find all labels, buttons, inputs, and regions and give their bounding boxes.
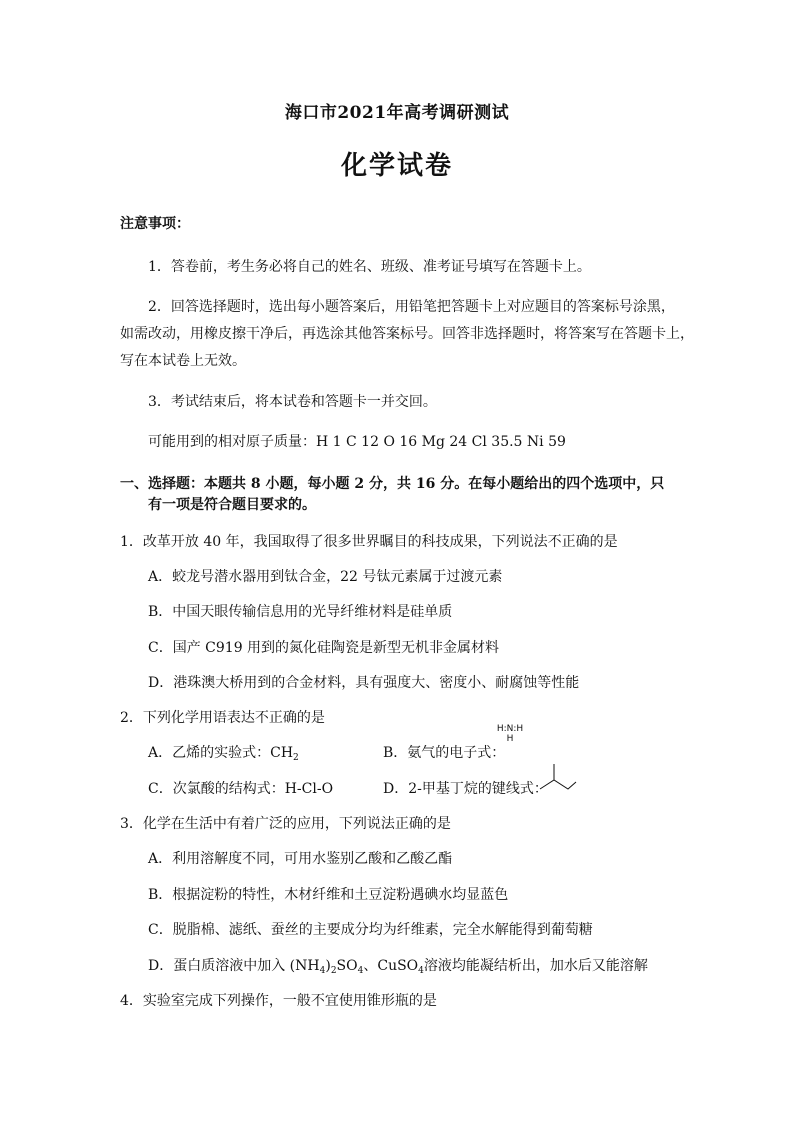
atomic-masses: 可能用到的相对原子质量：H 1 C 12 O 16 Mg 24 Cl 35.5 Ni 59: [148, 434, 566, 450]
note-item-1: 1．答卷前，考生务必将自己的姓名、班级、准考证号填写在答题卡上。: [148, 259, 591, 275]
option-d-sub-3: 4: [357, 966, 364, 976]
question-1-option-d: D．港珠澳大桥用到的合金材料，具有强度大、密度小、耐腐蚀等性能: [148, 675, 580, 691]
question-3-option-b: B．根据淀粉的特性，木材纤维和土豆淀粉遇碘水均显蓝色: [148, 887, 509, 903]
ammonia-lewis-structure: [490, 724, 530, 744]
section-heading-line-1: 一、选择题：本题共 8 小题，每小题 2 分，共 16 分。在每小题给出的四个选项中，只: [120, 476, 665, 492]
question-2-option-d: D．2-甲基丁烷的键线式：: [383, 781, 548, 797]
notes-heading: 注意事项：: [120, 216, 190, 232]
option-a-subscript: 2: [293, 753, 299, 763]
exam-title: 海口市2021年高考调研测试: [284, 103, 510, 123]
question-2-option-b: B．氨气的电子式：: [383, 745, 506, 761]
lewis-row-top: H:N:H: [496, 724, 524, 734]
question-2-stem: 2．下列化学用语表达不正确的是: [120, 710, 325, 726]
note-item-2-line-2: 如需改动，用橡皮擦干净后，再选涂其他答案标号。回答非选择题时，将答案写在答题卡上，: [120, 326, 694, 342]
question-4-stem: 4．实验室完成下列操作，一般不宜使用锥形瓶的是: [120, 993, 437, 1009]
question-1-option-b: B．中国天眼传输信息用的光导纤维材料是硅单质: [148, 604, 453, 620]
note-item-2-line-1: 2．回答选择题时，选出每小题答案后，用铅笔把答题卡上对应题目的答案标号涂黑，: [148, 299, 675, 315]
option-d-sub-2: 2: [330, 966, 337, 976]
question-1-stem: 1．改革开放 40 年，我国取得了很多世界瞩目的科技成果，下列说法不正确的是: [120, 534, 618, 550]
question-3-stem: 3．化学在生活中有着广泛的应用，下列说法正确的是: [120, 816, 451, 832]
option-d-sub-4: 4: [418, 966, 424, 976]
option-d-sub-1: 4: [319, 966, 326, 976]
question-1-option-a: A．蛟龙号潜水器用到钛合金，22 号钛元素属于过渡元素: [148, 569, 503, 585]
note-item-2-line-3: 写在本试卷上无效。: [120, 353, 246, 369]
lewis-row-bottom: H: [506, 734, 514, 744]
option-d-text-4: 、CuSO: [363, 958, 419, 974]
section-heading-line-2: 有一项是符合题目要求的。: [148, 497, 316, 513]
option-d-text-2: ): [325, 958, 331, 974]
note-item-3: 3．考试结束后，将本试卷和答题卡一并交回。: [148, 394, 437, 410]
option-a-text: A．乙烯的实验式：CH: [148, 745, 294, 761]
option-d-text-5: 溶液均能凝结析出，加水后又能溶解: [423, 958, 648, 974]
methylbutane-skeletal-formula: [538, 761, 578, 793]
question-2-option-c: C．次氯酸的结构式：H-Cl-O: [148, 781, 334, 797]
question-3-option-a: A．利用溶解度不同，可用水鉴别乙酸和乙酸乙酯: [148, 851, 453, 867]
subject-title: 化学试卷: [340, 151, 453, 181]
question-2-option-a: [148, 743, 299, 763]
option-d-text-3: SO: [336, 958, 358, 974]
question-1-option-c: C．国产 C919 用到的氮化硅陶瓷是新型无机非金属材料: [148, 640, 500, 656]
option-d-text-1: D．蛋白质溶液中加入 (NH: [148, 958, 320, 974]
question-3-option-c: C．脱脂棉、滤纸、蚕丝的主要成分均为纤维素，完全水解能得到葡萄糖: [148, 922, 593, 938]
question-3-option-d: [148, 956, 648, 976]
